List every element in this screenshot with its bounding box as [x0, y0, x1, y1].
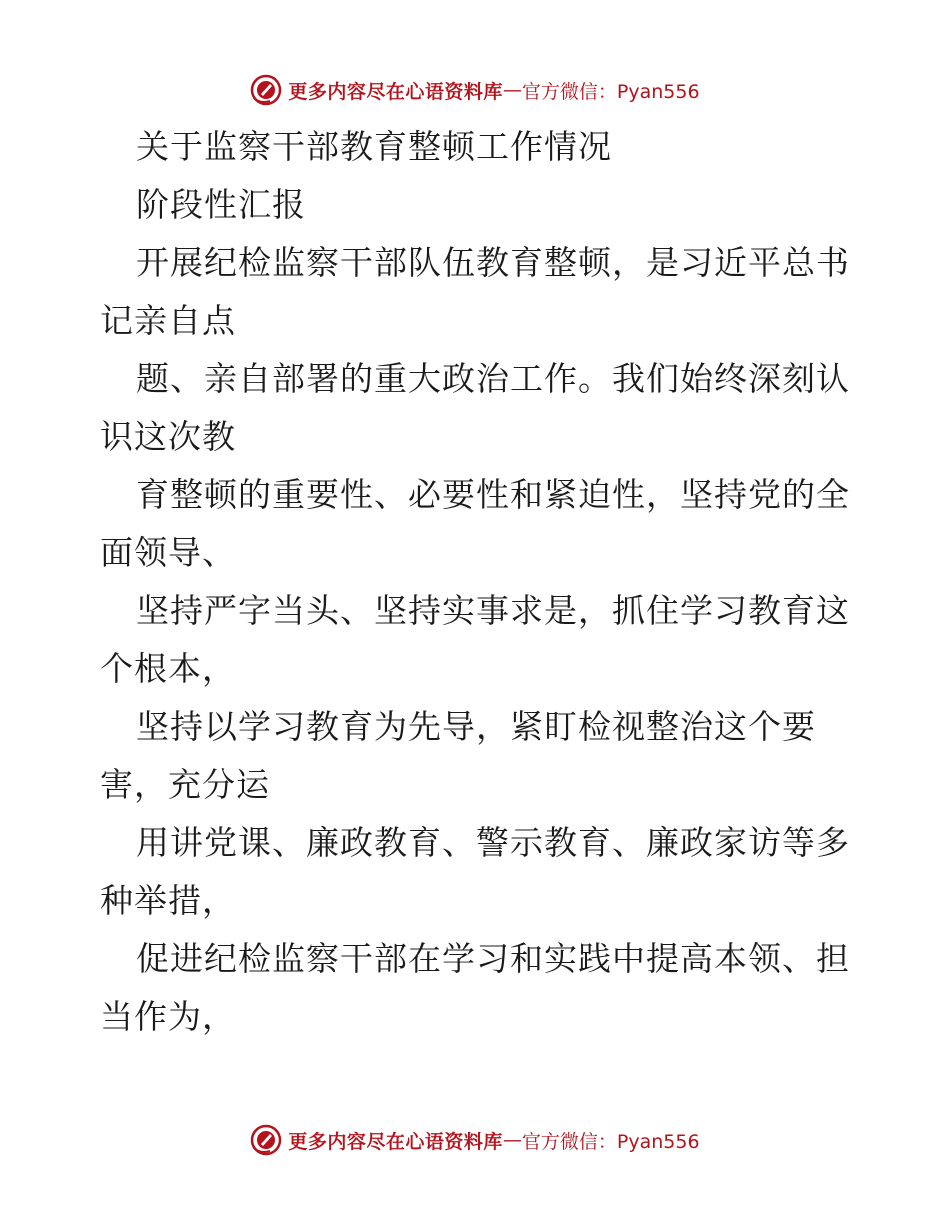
document-line: 题、亲自部署的重大政治工作。我们始终深刻认: [136, 359, 850, 398]
document-line: 记亲自点: [100, 301, 236, 340]
document-line: 阶段性汇报: [136, 185, 306, 224]
document-line: 个根本，: [100, 649, 236, 688]
document-line: 当作为，: [100, 997, 236, 1036]
banner-separator: —: [502, 79, 522, 101]
banner-text: 更多内容尽在心语资料库: [288, 80, 503, 103]
document-line: 坚持严字当头、坚持实事求是，抓住学习教育这: [136, 591, 850, 630]
document-line: 用讲党课、廉政教育、警示教育、廉政家访等多: [136, 823, 850, 862]
red-seal-logo-icon: [250, 1124, 282, 1156]
document-line: 识这次教: [100, 417, 236, 456]
footer-banner: [0, 1120, 950, 1160]
banner-separator: —: [502, 1129, 522, 1151]
banner-text: 更多内容尽在心语资料库: [288, 1130, 503, 1153]
document-line: 坚持以学习教育为先导，紧盯检视整治这个要: [136, 707, 816, 746]
red-seal-logo-icon: [250, 74, 282, 106]
document-line: 促进纪检监察干部在学习和实践中提高本领、担: [136, 939, 850, 978]
header-banner: [0, 70, 950, 110]
document-line: 开展纪检监察干部队伍教育整顿，是习近平总书: [136, 243, 850, 282]
document-line: 种举措，: [100, 881, 236, 920]
banner-wechat: 官方微信：Pyan556: [521, 80, 700, 103]
document-line: 面领导、: [100, 533, 236, 572]
document-line: 育整顿的重要性、必要性和紧迫性，坚持党的全: [136, 475, 850, 514]
document-body: [100, 118, 860, 1046]
document-line: 害，充分运: [100, 765, 270, 804]
document-line: 关于监察干部教育整顿工作情况: [136, 127, 612, 166]
banner-wechat: 官方微信：Pyan556: [521, 1130, 700, 1153]
